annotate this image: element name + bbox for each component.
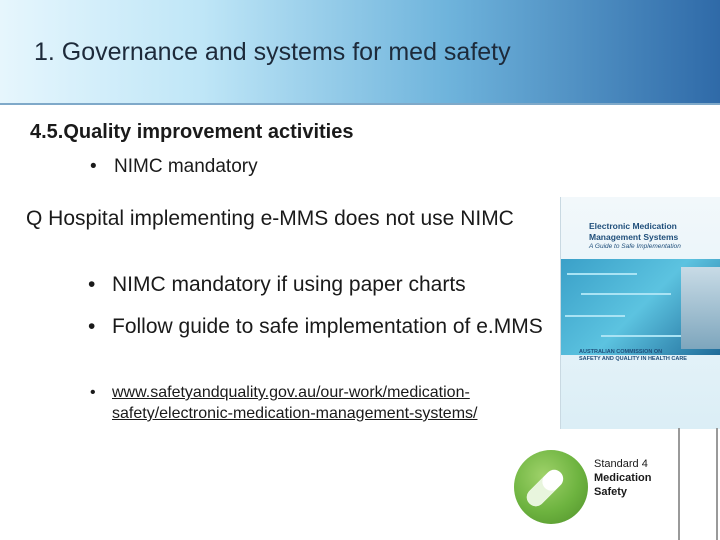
decor-line [716,428,718,540]
bullet-dot: • [90,156,97,177]
title-bar [0,0,720,103]
question-bullet-2-text: Follow guide to safe implementation of e.MMS [112,315,543,338]
cover-subtitle: A Guide to Safe Implementation [589,243,681,250]
link-bullet [90,382,567,424]
commission-logo: AUSTRALIAN COMMISSION ON SAFETY AND QUALITY IN HEALTH CARE [579,349,687,362]
decor-line [678,428,680,540]
question-bullet-2 [88,313,562,341]
emms-guide-link[interactable]: www.safetyandquality.gov.au/our-work/medication-safety/electronic-medication-management-systems/ [112,384,478,422]
title-divider [0,103,720,105]
question-bullet-1-text: NIMC mandatory if using paper charts [112,273,466,296]
standard-number: Standard 4 [594,458,648,470]
guide-cover-image [560,197,720,429]
question-bullet-1 [88,271,466,299]
question-text [26,205,556,233]
slide-title: 1. Governance and systems for med safety [34,38,511,66]
cover-photo [681,267,720,349]
bullet-dot: • [88,273,96,296]
standard-label [594,457,651,499]
pill-icon [523,466,567,510]
bullet-dot: • [88,315,96,338]
question-label: Q Hospital implementing e-MMS does not use NIMC [26,207,514,230]
section-bullet-text: NIMC mandatory [114,156,258,177]
cover-title: Electronic Medication Management Systems [589,221,679,242]
medication-standard-badge [514,450,588,524]
section-heading: 4.5.Quality improvement activities [30,121,354,143]
standard-name-1: Medication [594,472,652,484]
bullet-dot: • [90,384,96,401]
section-bullet [90,156,258,178]
standard-name-2: Safety [594,486,628,498]
